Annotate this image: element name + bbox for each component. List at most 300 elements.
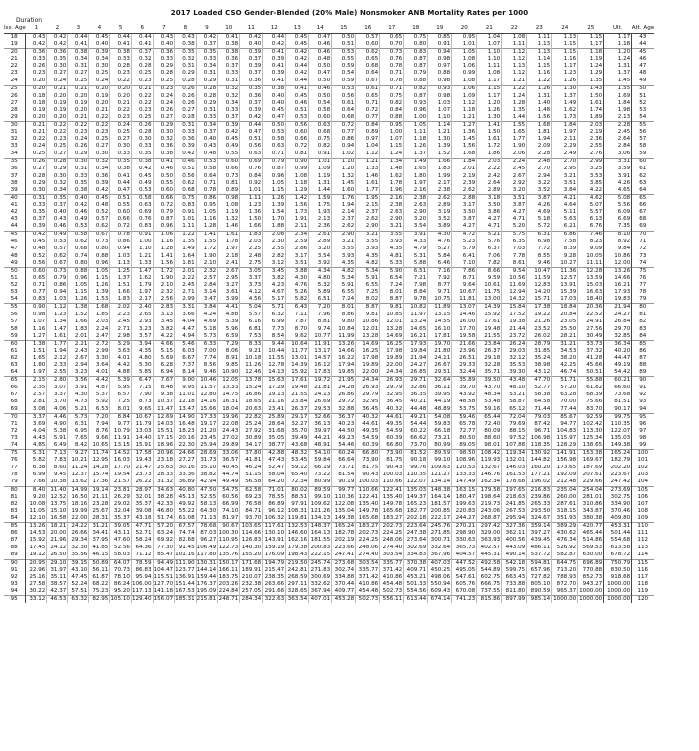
rate-cell: 35.24 (527, 355, 552, 362)
rate-cell: 0.25 (26, 151, 47, 159)
rate-cell: 0.48 (196, 151, 218, 159)
rate-cell: 7.65 (68, 435, 89, 442)
ultimate-rate-cell: 1.20 (604, 49, 632, 57)
rate-cell: 0.86 (47, 282, 68, 289)
rate-cell: 0.85 (428, 34, 452, 42)
rate-cell: 4.88 (110, 369, 132, 377)
rate-cell: 3.21 (356, 231, 380, 239)
rate-cell: 4.80 (131, 355, 153, 362)
rate-cell: 43.18 (131, 515, 153, 523)
ultimate-rate-cell: 8.92 (604, 239, 632, 246)
rate-cell: 2.42 (477, 173, 502, 180)
rate-cell: 1.83 (68, 326, 89, 333)
issue-age-cell: 90 (4, 559, 26, 567)
rate-cell: 0.30 (47, 63, 68, 70)
rate-cell: 41.81 (240, 457, 263, 464)
rate-cell: 3.13 (153, 312, 175, 319)
table-row (4, 465, 654, 472)
rate-cell: 32.28 (477, 362, 502, 369)
rate-cell: 133.33 (452, 472, 477, 479)
rate-cell: 2.01 (68, 333, 89, 341)
rate-cell: 0.22 (47, 122, 68, 130)
rate-cell: 5.79 (452, 246, 477, 253)
rate-cell: 49.35 (356, 428, 380, 435)
rate-cell: 7.72 (527, 246, 552, 253)
rate-cell: 1.36 (452, 129, 477, 136)
rate-cell: 7.87 (286, 319, 309, 326)
rate-cell: 3.99 (218, 296, 240, 304)
rate-cell: 465.44 (578, 530, 604, 537)
rate-cell: 3.12 (263, 260, 286, 268)
rate-cell: 19.14 (89, 486, 110, 494)
rate-cell: 409.77 (332, 588, 356, 596)
rate-cell: 13.59 (578, 275, 604, 282)
rate-cell: 0.31 (26, 195, 47, 203)
ultimate-rate-cell: 17.93 (604, 289, 632, 296)
rate-cell: 15.74 (89, 472, 110, 479)
rate-cell: 450.25 (428, 567, 452, 574)
rate-cell: 59.46 (452, 413, 477, 421)
rate-cell: 31.73 (196, 457, 218, 464)
rate-cell: 1.52 (68, 312, 89, 319)
rate-cell: 61.82 (578, 385, 604, 392)
rate-cell: 57.51 (68, 588, 89, 596)
rate-cell: 0.90 (26, 304, 47, 312)
rate-cell: 1.61 (47, 333, 68, 341)
rate-cell: 23.05 (552, 319, 578, 326)
ultimate-rate-cell: 678.72 (604, 552, 632, 560)
rate-cell: 1.45 (452, 136, 477, 143)
rate-cell: 244.27 (452, 515, 477, 523)
rate-cell: 0.78 (380, 78, 404, 86)
rate-cell: 4.47 (175, 326, 197, 333)
rate-cell: 14.55 (428, 319, 452, 326)
rate-cell: 15.92 (26, 537, 47, 544)
rate-cell: 663.43 (502, 574, 527, 581)
rate-cell: 0.60 (110, 209, 132, 216)
header-duration-13: 13 (286, 24, 309, 34)
rate-cell: 5.33 (380, 260, 404, 268)
table-row (4, 501, 654, 508)
rate-cell: 28.21 (552, 333, 578, 341)
rate-cell: 1.93 (309, 209, 332, 216)
rate-cell: 14.13 (263, 369, 286, 377)
rate-cell: 1.06 (153, 231, 175, 239)
rate-cell: 0.44 (110, 180, 132, 187)
rate-cell: 33.36 (175, 472, 197, 479)
rate-cell: 0.75 (404, 34, 428, 42)
rate-cell: 7.78 (502, 253, 527, 260)
rate-cell: 0.20 (110, 85, 132, 93)
rate-cell: 164.13 (310, 530, 331, 537)
rate-cell: 197.65 (502, 486, 527, 494)
rate-cell: 219.73 (477, 501, 502, 508)
rate-cell: 0.32 (153, 136, 175, 143)
rate-cell: 4.76 (286, 282, 309, 289)
header-row (4, 24, 654, 34)
rate-cell: 8.70 (286, 326, 309, 333)
rate-cell: 12.83 (527, 282, 552, 289)
rate-cell: 71.44 (527, 406, 552, 414)
rate-cell: 222.15 (310, 551, 331, 558)
rate-cell: 0.37 (218, 63, 240, 70)
rate-cell: 58.13 (196, 501, 218, 508)
rate-cell: 34.63 (153, 486, 175, 494)
issue-age-cell: 88 (4, 545, 26, 552)
rate-cell: 2.98 (110, 333, 132, 341)
rate-cell: 65.12 (502, 406, 527, 414)
rate-cell: 10.65 (89, 442, 110, 450)
rate-cell: 10.08 (26, 501, 47, 508)
rate-cell: 2.22 (175, 275, 197, 282)
rate-cell: 42.37 (47, 588, 68, 596)
rate-cell: 17.33 (196, 413, 218, 421)
rate-cell: 93.70 (240, 515, 263, 523)
rate-cell: 1.97 (552, 129, 578, 136)
attained-age-cell: 81 (632, 312, 655, 319)
rate-cell: 15.84 (502, 304, 527, 312)
attained-age-cell: 55 (632, 122, 655, 130)
rate-cell: 2.28 (527, 151, 552, 159)
rate-cell: 19.85 (332, 369, 356, 377)
rate-cell: 2.99 (175, 296, 197, 304)
rate-cell: 1.33 (356, 166, 380, 173)
rate-cell: 21.66 (452, 340, 477, 348)
rate-cell: 0.21 (26, 129, 47, 136)
rate-cell: 0.45 (286, 93, 309, 100)
rate-cell: 32.12 (502, 355, 527, 362)
rate-cell: 2.17 (428, 180, 452, 187)
header-issue-age: Iss. Age (4, 24, 26, 34)
rate-cell: 0.60 (356, 41, 380, 49)
rate-cell: 0.22 (89, 122, 110, 130)
rate-cell: 224.25 (356, 537, 380, 544)
rate-cell: 0.42 (47, 41, 68, 49)
rate-cell: 6.21 (552, 223, 578, 231)
rate-cell: 8.55 (527, 253, 552, 260)
rate-cell: 0.40 (153, 41, 175, 49)
attained-age-cell: 101 (632, 457, 655, 464)
rate-cell: 0.94 (110, 246, 132, 253)
rate-cell: 106.49 (196, 544, 217, 551)
ultimate-rate-cell: 830.50 (604, 567, 632, 574)
issue-age-cell: 51 (4, 275, 26, 282)
rate-cell: 18.65 (240, 399, 263, 406)
rate-cell: 39.70 (452, 385, 477, 392)
rate-cell: 6.43 (286, 304, 309, 312)
rate-cell: 0.20 (89, 100, 110, 107)
rate-cell: 0.30 (131, 136, 153, 143)
issue-age-cell: 39 (4, 187, 26, 195)
issue-age-cell: 56 (4, 312, 26, 319)
rate-cell: 73.21 (428, 435, 452, 442)
rate-cell: 248.06 (356, 545, 380, 552)
rate-cell: 31.97 (47, 567, 68, 574)
rate-cell: 3.87 (502, 202, 527, 209)
rate-cell: 0.55 (153, 180, 175, 187)
rate-cell: 0.71 (356, 100, 380, 107)
rate-cell: 4.21 (552, 195, 578, 203)
rate-cell: 0.96 (68, 275, 89, 282)
rate-cell: 19.84 (404, 348, 428, 355)
table-row (4, 552, 654, 560)
rate-cell: 1.75 (309, 202, 332, 209)
rate-cell: 81.75 (356, 465, 380, 472)
rate-cell: 127.70 (153, 581, 174, 587)
issue-age-cell: 49 (4, 260, 26, 268)
attained-age-cell: 107 (632, 501, 655, 508)
rate-cell: 2.39 (452, 180, 477, 187)
rate-cell: 77.30 (153, 545, 175, 552)
rate-cell: 1.51 (110, 282, 132, 289)
rate-cell: 0.47 (309, 34, 332, 42)
rate-cell: 32.44 (452, 369, 477, 377)
attained-age-cell: 111 (632, 530, 655, 537)
rate-cell: 2.81 (26, 399, 47, 406)
rate-cell: 54.10 (309, 450, 332, 458)
rate-cell: 9.85 (218, 362, 240, 369)
rate-cell: 0.38 (218, 41, 240, 49)
rate-cell: 141.18 (153, 588, 174, 594)
rate-cell: 0.63 (263, 143, 286, 150)
rate-cell: 1.90 (502, 143, 527, 150)
rate-cell: 1.44 (309, 187, 332, 195)
ultimate-rate-cell: 8.10 (604, 231, 632, 239)
attained-age-cell: 113 (632, 545, 655, 552)
rate-cell: 89.59 (428, 450, 452, 458)
rate-cell: 202.18 (404, 515, 428, 523)
rate-cell: 2.45 (502, 166, 527, 173)
rate-cell: 0.40 (47, 209, 68, 216)
rate-cell: 17.58 (131, 450, 153, 458)
header-duration-16: 16 (356, 24, 380, 34)
rate-cell: 1.22 (175, 231, 197, 239)
header-duration-2: 2 (47, 24, 68, 34)
rate-cell: 1.97 (131, 289, 153, 296)
rate-cell: 0.26 (26, 158, 47, 166)
issue-age-cell: 61 (4, 348, 26, 355)
attained-age-cell: 47 (632, 63, 655, 70)
rate-cell: 0.60 (26, 268, 47, 276)
rate-cell: 1.04 (477, 34, 502, 42)
rate-cell: 117.80 (196, 551, 217, 558)
rate-cell: 21.94 (404, 355, 428, 362)
rate-cell: 2.11 (286, 223, 309, 231)
rate-cell: 3.50 (452, 209, 477, 216)
rate-cell: 0.23 (89, 129, 110, 136)
rate-cell: 0.33 (196, 114, 218, 122)
rate-cell: 4.69 (527, 209, 552, 216)
rate-cell: 5.32 (309, 282, 332, 289)
rate-cell: 0.38 (131, 158, 153, 166)
rate-cell: 52.77 (527, 385, 552, 392)
rate-cell: 4.94 (175, 333, 197, 341)
rate-cell: 8.84 (110, 413, 132, 421)
rate-cell: 0.28 (131, 63, 153, 70)
rate-cell: 78.10 (110, 574, 132, 581)
header-duration-10: 10 (218, 24, 240, 34)
table-row (4, 231, 654, 239)
rate-cell: 0.51 (110, 195, 132, 203)
rate-cell: 9.71 (428, 289, 452, 296)
rate-cell: 46.80 (153, 508, 175, 515)
rate-cell: 1.68 (452, 151, 477, 159)
rate-cell: 0.38 (153, 151, 175, 159)
rate-cell: 46.24 (240, 465, 263, 472)
rate-cell: 0.36 (153, 143, 175, 150)
rate-cell: 13.28 (356, 333, 380, 341)
rate-cell: 3.53 (578, 173, 604, 180)
rate-cell: 5.17 (263, 296, 286, 304)
rate-cell: 0.86 (196, 195, 218, 203)
rate-cell: 1.70 (263, 216, 286, 223)
ultimate-rate-cell: 2.13 (604, 114, 632, 122)
rate-cell: 300.69 (310, 573, 331, 580)
table-row (4, 559, 654, 567)
rate-cell: 0.42 (240, 114, 263, 122)
rate-cell: 8.23 (578, 239, 604, 246)
rate-cell: 9.28 (552, 253, 578, 260)
rate-cell: 13.01 (286, 355, 309, 362)
ultimate-rate-cell: 5.08 (604, 195, 632, 203)
table-row (4, 34, 654, 42)
rate-cell: 2.64 (477, 180, 502, 187)
rate-cell: 29.53 (309, 406, 332, 414)
rate-cell: 0.42 (68, 202, 89, 209)
rate-cell: 0.27 (47, 70, 68, 77)
ultimate-rate-cell: 16.21 (604, 282, 632, 289)
rate-cell: 53.75 (452, 406, 477, 414)
ultimate-rate-cell: 3.06 (604, 151, 632, 159)
rate-cell: 0.33 (68, 173, 89, 180)
rate-cell: 1.72 (196, 246, 218, 253)
rate-cell: 5.21 (68, 406, 89, 414)
issue-age-cell: 38 (4, 180, 26, 187)
rate-cell: 3.23 (131, 326, 153, 333)
rate-cell: 1.14 (428, 122, 452, 130)
rate-cell: 19.96 (218, 413, 240, 421)
rate-cell: 811.80 (502, 588, 527, 596)
rate-cell: 64.07 (110, 559, 132, 567)
issue-age-cell: 41 (4, 202, 26, 209)
rate-cell: 28.33 (153, 472, 175, 479)
rate-cell: 194.79 (264, 559, 285, 566)
rate-cell: 10.56 (502, 275, 527, 282)
rate-cell: 554.56 (404, 588, 428, 596)
rate-cell: 11.77 (286, 348, 309, 355)
rate-cell: 1.18 (452, 107, 477, 114)
rate-cell: 36.45 (380, 399, 404, 406)
rate-cell: 248.06 (380, 537, 404, 544)
rate-cell: 0.66 (153, 195, 175, 203)
rate-cell: 0.26 (131, 122, 153, 130)
rate-cell: 60.39 (380, 435, 404, 442)
rate-cell: 1.61 (356, 180, 380, 187)
issue-age-cell: 25 (4, 85, 26, 93)
rate-cell: 295.94 (502, 515, 527, 523)
rate-cell: 29.17 (286, 413, 309, 421)
rate-cell: 17.70 (452, 326, 477, 333)
rate-cell: 31.32 (153, 479, 175, 487)
rate-cell: 0.28 (175, 114, 197, 122)
rate-cell: 0.46 (47, 223, 68, 231)
attained-age-cell: 50 (632, 85, 655, 93)
rate-cell: 1.10 (332, 158, 356, 166)
rate-cell: 42.88 (263, 450, 286, 458)
table-row (4, 450, 654, 458)
rate-cell: 0.24 (89, 78, 110, 86)
rate-cell: 0.82 (309, 143, 332, 150)
rate-cell: 3.51 (502, 195, 527, 203)
rate-cell: 20.95 (26, 559, 47, 567)
rate-cell: 54.75 (218, 486, 240, 494)
rate-cell: 33.12 (26, 596, 47, 604)
rate-cell: 4.12 (240, 289, 263, 296)
ultimate-rate-cell: 19.83 (604, 296, 632, 304)
rate-cell: 0.28 (175, 78, 197, 86)
rate-cell: 149.37 (404, 494, 428, 501)
rate-cell: 149.38 (332, 515, 356, 523)
rate-cell: 1.90 (196, 253, 218, 260)
issue-age-cell: 86 (4, 530, 26, 537)
rate-cell: 1.37 (110, 275, 132, 282)
rate-cell: 78.59 (131, 559, 153, 567)
rate-cell: 75.66 (578, 399, 604, 406)
rate-cell: 1.48 (380, 166, 404, 173)
rate-cell: 4.22 (578, 187, 604, 195)
issue-age-cell: 55 (4, 304, 26, 312)
rate-cell: 2.02 (110, 304, 132, 312)
rate-cell: 17.36 (89, 479, 110, 487)
rate-cell: 0.34 (68, 56, 89, 63)
rate-cell: 134.13 (310, 515, 331, 521)
rate-cell: 3.91 (68, 385, 89, 392)
rate-cell: 0.34 (47, 187, 68, 195)
rate-cell: 4.30 (68, 392, 89, 399)
rate-cell: 34.17 (240, 442, 263, 450)
table-row (4, 567, 654, 574)
rate-cell: 183.75 (218, 573, 239, 580)
rate-cell: 11.26 (240, 362, 263, 369)
rate-cell: 0.68 (356, 63, 380, 70)
rate-cell: 21.26 (527, 319, 552, 326)
rate-cell: 2.34 (286, 231, 309, 239)
rate-cell: 490.14 (502, 552, 527, 560)
rate-cell: 2.16 (380, 195, 404, 203)
rate-cell: 303.54 (380, 552, 404, 560)
rate-cell: 0.31 (175, 122, 197, 130)
rate-cell: 1.19 (309, 173, 332, 180)
header-duration-8: 8 (175, 24, 197, 34)
rate-cell: 1.28 (196, 223, 218, 231)
rate-cell: 26.24 (502, 340, 527, 348)
rate-cell: 33.73 (578, 340, 604, 348)
rate-cell: 0.89 (218, 187, 240, 195)
rate-cell: 23.52 (527, 326, 552, 333)
rate-cell: 0.22 (26, 136, 47, 143)
rate-cell: 47.43 (263, 457, 286, 464)
rate-cell: 4.73 (68, 399, 89, 406)
rate-cell: 0.46 (153, 166, 175, 173)
ultimate-rate-cell: 32.85 (604, 333, 632, 341)
rate-cell: 26.51 (452, 355, 477, 362)
rate-cell: 39.05 (110, 523, 132, 531)
rate-cell: 82.68 (175, 537, 197, 544)
rate-cell: 2.57 (26, 392, 47, 399)
rate-cell: 21.16 (263, 399, 286, 406)
rate-cell: 0.82 (380, 100, 404, 107)
rate-cell: 72.40 (477, 421, 502, 428)
